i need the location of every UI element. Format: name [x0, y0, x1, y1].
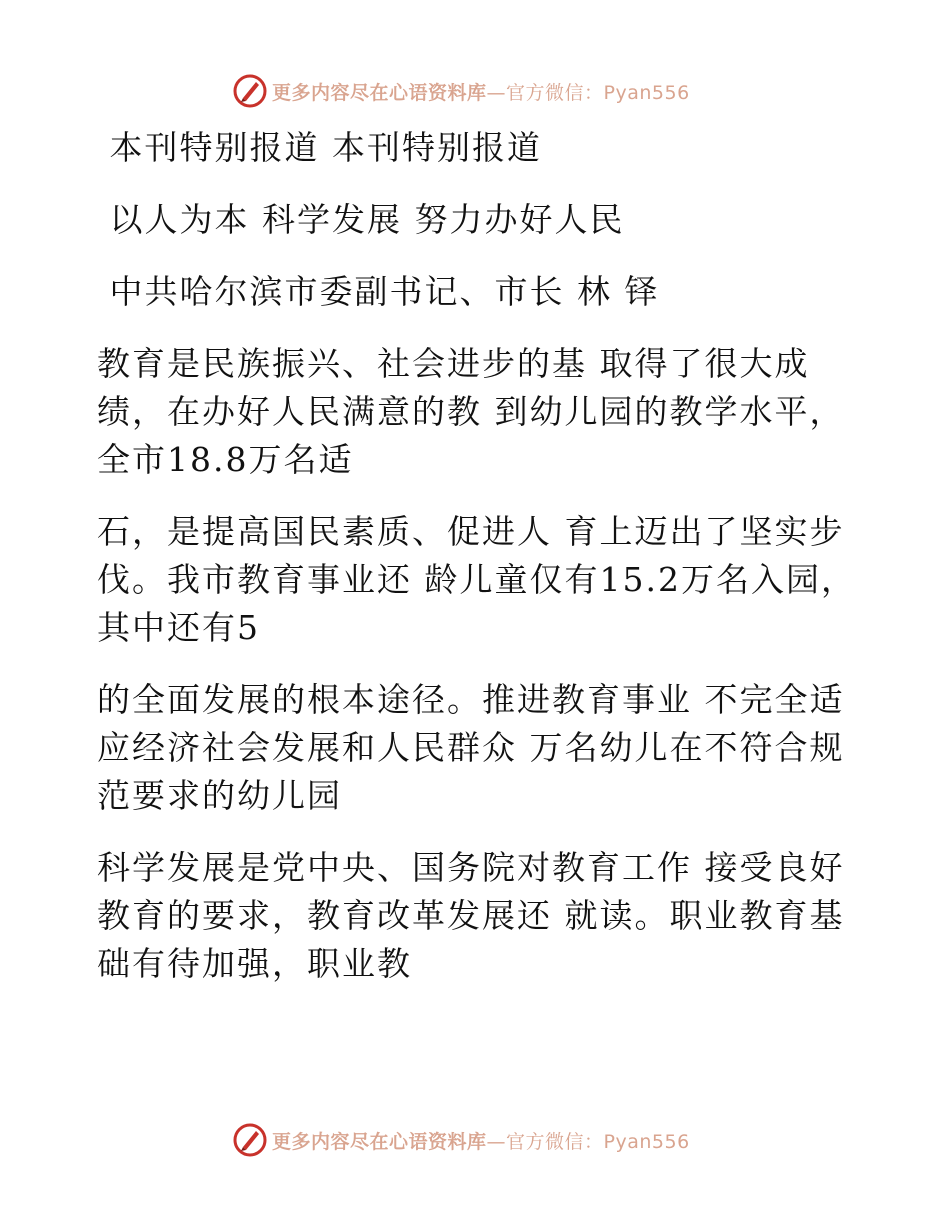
paragraph-3 — [97, 676, 857, 820]
paragraph-line: 的全面发展的根本途径。推进教育事业 不完全适 — [97, 680, 845, 719]
paragraph-line: 其中还有5 — [97, 608, 260, 647]
logo-pen-icon — [232, 73, 268, 109]
column-header: 本刊特别报道 本刊特别报道 — [97, 128, 542, 167]
paragraph-line: 科学发展是党中央、国务院对教育工作 接受良好 — [97, 848, 845, 887]
document-body — [97, 124, 857, 1012]
paragraph-line: 全市18.8万名适 — [97, 440, 354, 479]
watermark-banner-top — [232, 71, 690, 111]
paragraph-line: 绩，在办好人民满意的教 到幼儿园的教学水平， — [97, 392, 845, 431]
paragraph-line: 应经济社会发展和人民群众 万名幼儿在不符合规 — [97, 728, 845, 767]
watermark-tail-text: —官方微信：Pyan556 — [486, 81, 690, 104]
watermark-banner-bottom — [232, 1120, 690, 1160]
paragraph-line: 教育是民族振兴、社会进步的基 取得了很大成 — [97, 344, 810, 383]
watermark-tail-text: —官方微信：Pyan556 — [486, 1130, 690, 1153]
paragraph-1 — [97, 340, 857, 484]
logo-pen-icon — [232, 1122, 268, 1158]
paragraph-4 — [97, 844, 857, 988]
paragraph-line: 石，是提高国民素质、促进人 育上迈出了坚实步 — [97, 512, 845, 551]
author-line: 中共哈尔滨市委副书记、市长 林 铎 — [97, 272, 660, 311]
watermark-main-text: 更多内容尽在心语资料库 — [272, 81, 487, 104]
watermark-main-text: 更多内容尽在心语资料库 — [272, 1130, 487, 1153]
paragraph-line: 教育的要求，教育改革发展还 就读。职业教育基 — [97, 896, 845, 935]
paragraph-2 — [97, 508, 857, 652]
article-title: 以人为本 科学发展 努力办好人民 — [97, 200, 625, 239]
paragraph-line: 础有待加强，职业教 — [97, 944, 412, 983]
paragraph-line: 范要求的幼儿园 — [97, 776, 342, 815]
paragraph-line: 伐。我市教育事业还 龄儿童仅有15.2万名入园， — [97, 560, 856, 599]
